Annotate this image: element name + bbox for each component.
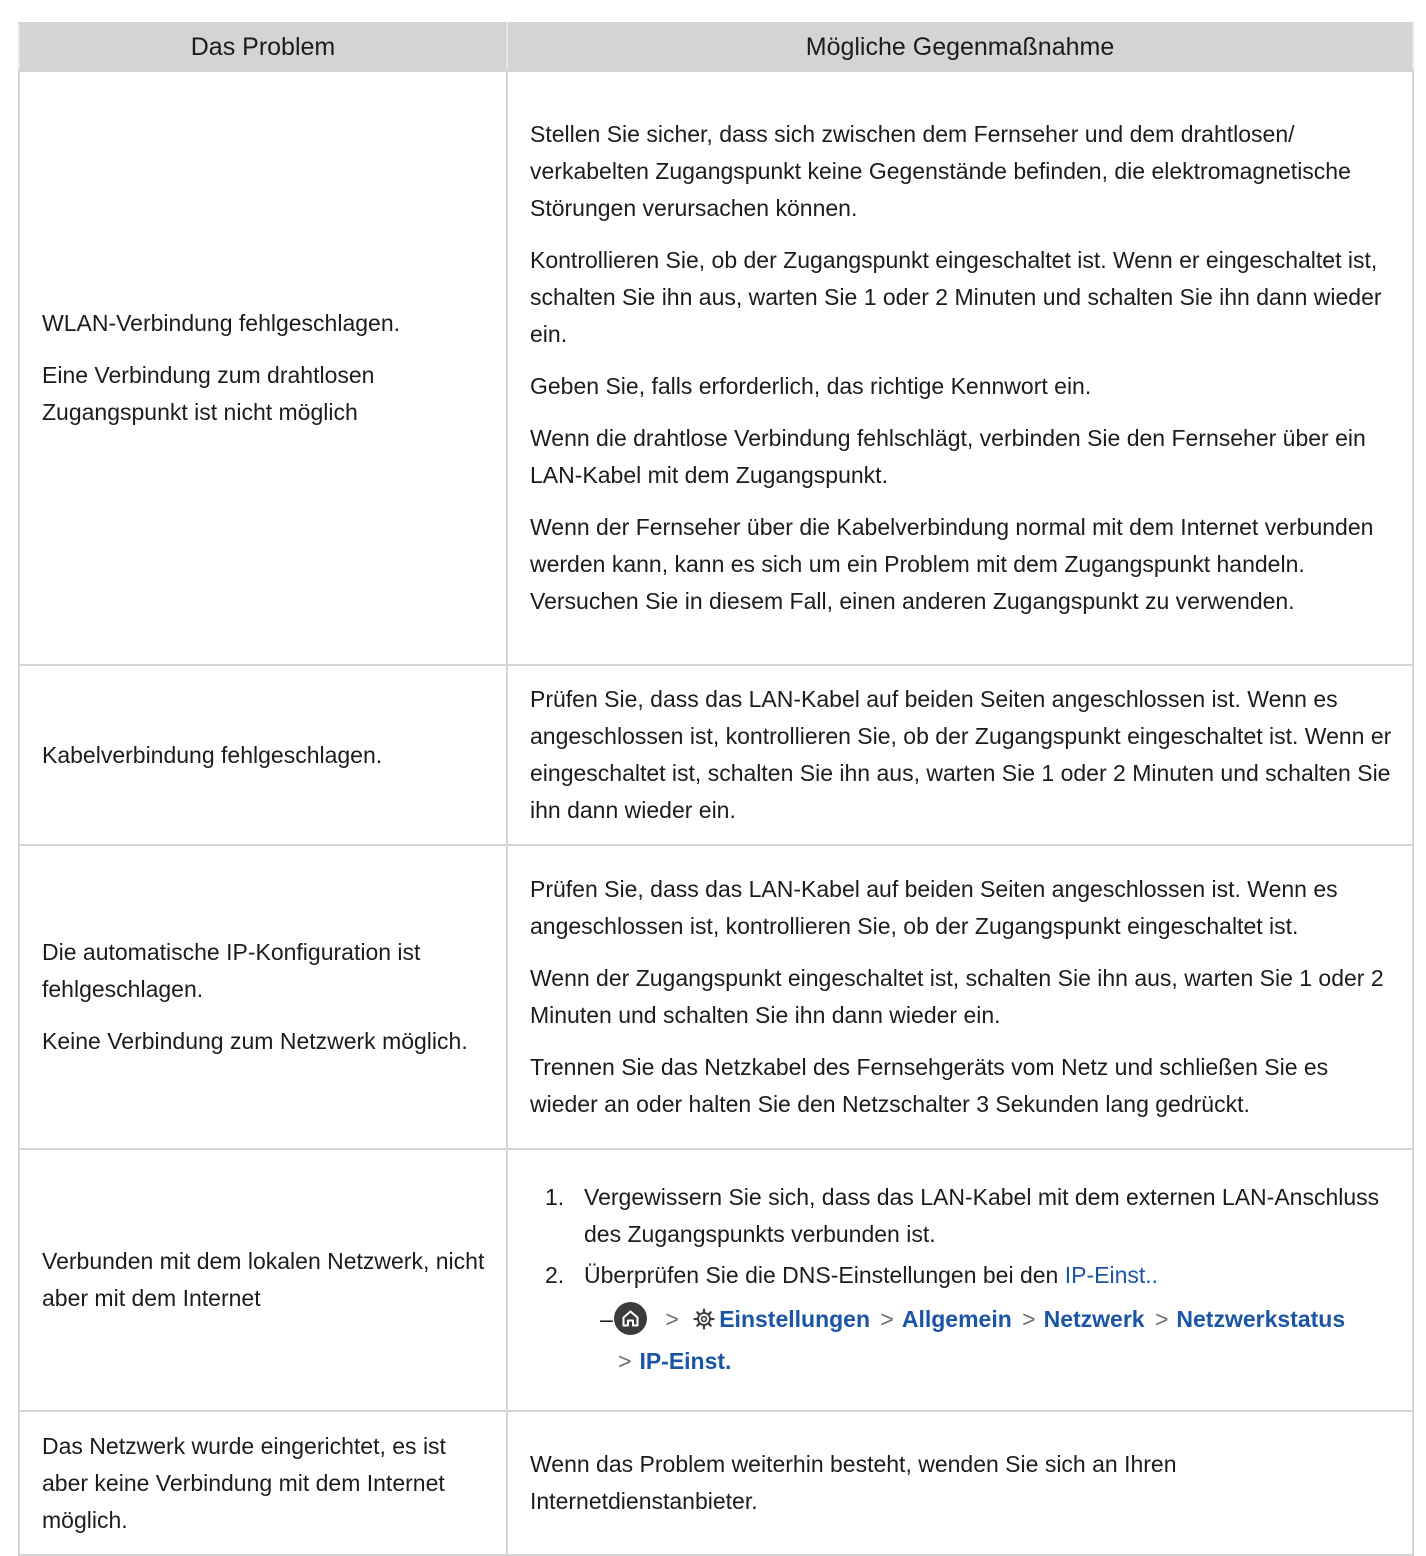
problem-cell [19,1149,507,1411]
home-icon [614,1302,647,1335]
solution-text: Prüfen Sie, dass das LAN-Kabel auf beiden Seiten angeschlossen ist. Wenn es angeschlossen ist, kontrollieren Sie, ob der Zugangspunkt eingeschaltet ist. [530,876,1338,939]
table-row [19,665,1413,845]
solution-cell [507,845,1413,1149]
solution-cell [507,1149,1413,1411]
steps-list [530,1179,1398,1294]
chevron-right-icon: > [618,1348,632,1374]
chevron-right-icon: > [665,1306,679,1332]
path-item-network-status[interactable]: Netzwerkstatus [1176,1306,1346,1332]
problem-text: Eine Verbindung zum drahtlosen Zugangspunkt ist nicht möglich [42,362,375,425]
path-dash: – [600,1306,613,1332]
chevron-right-icon: > [1154,1306,1169,1332]
problem-cell [19,71,507,665]
table-header-row [19,23,1413,71]
chevron-right-icon: > [1022,1306,1036,1332]
problem-cell [19,1411,507,1555]
chevron-right-icon: > [880,1306,894,1332]
solution-text: Wenn das Problem weiterhin besteht, wenden Sie sich an Ihren Internetdienstanbieter. [530,1451,1177,1514]
solution-cell [507,665,1413,845]
solution-cell [507,71,1413,665]
solution-text: Kontrollieren Sie, ob der Zugangspunkt eingeschaltet ist. Wenn er eingeschaltet ist, schalten Sie ihn aus, warten Sie 1 oder 2 Minuten und schalten Sie ihn dann wieder ein. [530,247,1382,347]
solution-text: Wenn der Zugangspunkt eingeschaltet ist, schalten Sie ihn aus, warten Sie 1 oder 2 Minuten und schalten Sie ihn dann wieder ein. [530,965,1384,1028]
step-number: 1. [545,1184,565,1210]
path-item-ip-settings[interactable]: IP-Einst. [639,1348,732,1374]
header-problem: Das Problem [19,23,507,71]
table-row [19,845,1413,1149]
solution-text: Prüfen Sie, dass das LAN-Kabel auf beiden Seiten angeschlossen ist. Wenn es angeschlossen ist, kontrollieren Sie, ob der Zugangspunkt eingeschaltet ist. Wenn er eingeschaltet ist, schalten Sie ihn aus, warten Sie 1 oder 2 Minuten und schalten Sie ihn dann wieder ein. [530,686,1392,823]
path-item-settings[interactable]: Einstellungen [719,1306,871,1332]
table-row [19,1149,1413,1411]
list-item [530,1257,1398,1294]
step-number: 2. [545,1262,565,1288]
list-item [530,1179,1398,1253]
problem-text: Verbunden mit dem lokalen Netzwerk, nicht aber mit dem Internet [42,1248,485,1311]
troubleshooting-table [18,22,1414,1556]
menu-path [530,1300,1398,1381]
problem-text: Kabelverbindung fehlgeschlagen. [42,741,383,768]
header-solution: Mögliche Gegenmaßnahme [507,23,1413,71]
problem-text: Keine Verbindung zum Netzwerk möglich. [42,1028,468,1054]
problem-cell [19,845,507,1149]
solution-text: Wenn der Fernseher über die Kabelverbindung normal mit dem Internet verbunden werden kann, kann es sich um ein Problem mit dem Zugangspunkt handeln. Versuchen Sie in diesem Fall, einen anderen Zugangspunkt zu verwenden. [530,514,1374,614]
table-row [19,71,1413,665]
ip-settings-link[interactable]: IP-Einst.. [1064,1262,1159,1288]
solution-text: Stellen Sie sicher, dass sich zwischen dem Fernseher und dem drahtlosen/ verkabelten Zugangspunkt keine Gegenstände befinden, die elektromagnetische Störungen verursachen können. [530,121,1351,221]
problem-text: Das Netzwerk wurde eingerichtet, es ist aber keine Verbindung mit dem Internet möglich. [42,1432,446,1533]
step-text: Überprüfen Sie die DNS-Einstellungen bei den [584,1262,1065,1288]
solution-text: Wenn die drahtlose Verbindung fehlschlägt, verbinden Sie den Fernseher über ein LAN-Kabel mit dem Zugangspunkt. [530,425,1366,488]
problem-cell [19,665,507,845]
table-row [19,1411,1413,1555]
step-text: Vergewissern Sie sich, dass das LAN-Kabel mit dem externen LAN-Anschluss des Zugangspunkts verbunden ist. [584,1184,1380,1247]
solution-cell [507,1411,1413,1555]
gear-icon [693,1303,715,1342]
path-item-general[interactable]: Allgemein [901,1306,1012,1332]
problem-text: Die automatische IP-Konfiguration ist fehlgeschlagen. [42,939,421,1002]
path-item-network[interactable]: Netzwerk [1043,1306,1145,1332]
solution-text: Trennen Sie das Netzkabel des Fernsehgeräts vom Netz und schließen Sie es wieder an oder halten Sie den Netzschalter 3 Sekunden lang gedrückt. [530,1054,1329,1117]
problem-text: WLAN-Verbindung fehlgeschlagen. [42,310,401,336]
solution-text: Geben Sie, falls erforderlich, das richtige Kennwort ein. [530,373,1092,399]
